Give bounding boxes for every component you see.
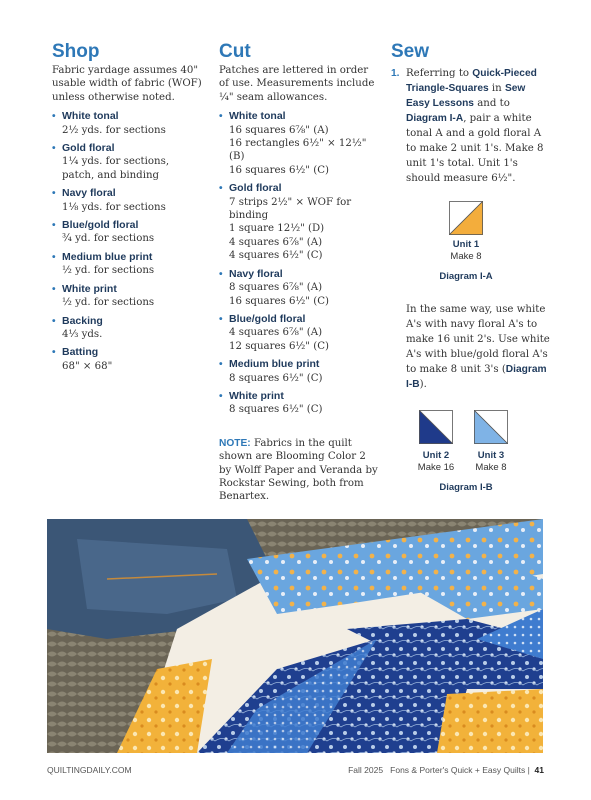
unit-2-block [419,410,453,444]
bullet-icon: • [219,268,223,280]
diagram-i-a [391,201,541,282]
step1-ref-lessons: Sew Easy Lessons [406,83,526,109]
unit-3-figure [471,410,511,474]
shop-item-detail: 2½ yds. for sections [62,124,166,136]
unit-1-block [449,201,483,235]
cut-item-detail: 16 squares 6½" (C) [229,295,329,307]
note-text: Fabrics in the quilt shown are Blooming Color 2 by Wolff Paper and Veranda by Rockstar Sewing, both from Benartex. [219,437,378,503]
unit-2-figure [416,410,456,474]
bullet-icon: • [219,313,223,325]
cut-item-detail: 8 squares 6½" (C) [229,404,323,416]
shop-item [52,219,202,246]
step-number: 1. [391,68,400,79]
shop-item-detail: 1⅛ yds. for sections [62,201,166,213]
para2-text-c: ). [419,379,427,390]
cut-item-detail: 8 squares 6½" (C) [229,372,323,384]
shop-item-detail: ½ yd. for sections [62,297,155,309]
cut-column [219,40,379,504]
cut-item-detail: 16 rectangles 6½" × 12½" (B) [229,138,367,163]
bullet-icon: • [52,283,56,295]
shop-item [52,251,202,278]
shop-item [52,142,202,182]
cut-item-detail: 8 squares 6⅞" (A) [229,282,323,294]
cut-intro: Patches are lettered in order of use. Measurements include ¼" seam allowances. [219,65,375,103]
cut-item-detail: 16 squares 6⅞" (A) [229,124,329,136]
cut-item-detail: 12 squares 6½" (C) [229,340,329,352]
bullet-icon: • [52,220,56,232]
footer-right: Fall 2025 Fons & Porter's Quick + Easy Quilts | 41 [348,765,544,775]
footer-issue: Fall 2025 [348,765,384,775]
sew-heading: Sew [391,41,430,62]
unit-1-make: Make 8 [450,251,482,262]
shop-item-name: Gold floral [62,142,115,155]
step1-text-g: , pair a white tonal A and a gold floral A to make 2 unit 1's. Make 8 unit 1's total. Unit 1's should measure 6½". [406,113,544,184]
shop-item-name: Batting [62,346,99,359]
shop-item-detail: ½ yd. for sections [62,265,155,277]
shop-item [52,283,202,310]
unit-3-label: Unit 3 [477,450,505,461]
note-label: NOTE: [219,437,251,449]
diagram-i-b [391,410,541,493]
unit-1-label: Unit 1 [452,239,480,250]
unit-2-make: Make 16 [417,462,455,473]
shop-list [52,110,202,373]
step1-ref-triangle: Quick-Pieced Triangle-Squares [406,68,537,94]
step1-text-e: and to [473,98,510,109]
cut-item-detail: 16 squares 6½" (C) [229,164,329,176]
shop-item-name: White tonal [62,110,119,123]
cut-item [219,268,379,308]
shop-item-detail: ¾ yd. for sections [62,233,155,245]
diagram-i-a-title: Diagram I-A [439,271,493,282]
cut-heading: Cut [219,41,251,62]
step1-text-c: in [488,83,505,94]
cut-item-detail: 7 strips 2½" × WOF for binding [229,196,352,222]
cut-item [219,313,379,353]
bullet-icon: • [52,111,56,123]
cut-item-name: Blue/gold floral [229,312,306,325]
cut-item-detail: 4 squares 6⅞" (A) [229,327,323,339]
para2-text-a: In the same way, use white A's with navy floral A's to make 16 unit 2's. Use white A's with blue/gold floral A's to make 8 unit 3's ( [406,304,550,375]
cut-item-name: Gold floral [229,182,282,195]
shop-heading: Shop [52,41,100,62]
footer-left: QUILTINGDAILY.COM [47,765,132,775]
footer-magazine: Fons & Porter's Quick + Easy Quilts [390,765,526,775]
shop-column [52,40,202,378]
cut-item-detail: 4 squares 6⅞" (A) [229,236,323,248]
unit-2-label: Unit 2 [422,450,450,461]
shop-intro: Fabric yardage assumes 40" usable width of fabric (WOF) unless otherwise noted. [52,65,202,103]
shop-item-detail: 68" × 68" [62,360,113,372]
bullet-icon: • [52,188,56,200]
cut-item-name: White print [229,389,284,402]
cut-item-name: White tonal [229,110,286,123]
bullet-icon: • [52,143,56,155]
shop-item-detail: 1¼ yds. for sections, patch, and binding [62,156,170,181]
shop-item-name: White print [62,282,117,295]
shop-item-detail: 4⅓ yds. [62,328,103,340]
step1-ref-diagram: Diagram I-A [406,113,464,124]
bullet-icon: • [219,111,223,123]
bullet-icon: • [52,251,56,263]
step1-text-a: Referring to [406,68,473,79]
unit-2-caption [416,450,456,474]
bullet-icon: • [52,315,56,327]
sew-step-2 [391,302,551,392]
cut-item [219,358,379,385]
bullet-icon: • [219,359,223,371]
bullet-icon: • [219,390,223,402]
cut-item-name: Medium blue print [229,358,320,371]
cut-item [219,182,379,262]
quilt-photo [47,519,543,753]
cut-list [219,110,379,417]
shop-item-name: Medium blue print [62,250,153,263]
cut-item-detail: 4 squares 6½" (C) [229,250,323,262]
unit-3-caption [471,450,511,474]
shop-item-name: Backing [62,314,103,327]
shop-item [52,346,202,373]
shop-item [52,315,202,342]
shop-item [52,187,202,214]
shop-item-name: Navy floral [62,187,116,200]
page-number: 41 [534,765,544,775]
sew-step-1 [391,66,551,186]
cut-item [219,390,379,417]
bullet-icon: • [219,183,223,195]
shop-item [52,110,202,137]
unit-3-make: Make 8 [475,462,507,473]
cut-item-name: Navy floral [229,267,283,280]
unit-1-caption [391,239,541,263]
unit-3-block [474,410,508,444]
fabric-note [219,437,379,504]
cut-item [219,110,379,177]
sew-column [391,40,551,493]
diagram-i-b-title: Diagram I-B [439,482,493,493]
para2-ref-diagram: Diagram I-B [406,364,547,390]
bullet-icon: • [52,347,56,359]
shop-item-name: Blue/gold floral [62,219,139,232]
cut-item-detail: 1 square 12½" (D) [229,223,325,235]
